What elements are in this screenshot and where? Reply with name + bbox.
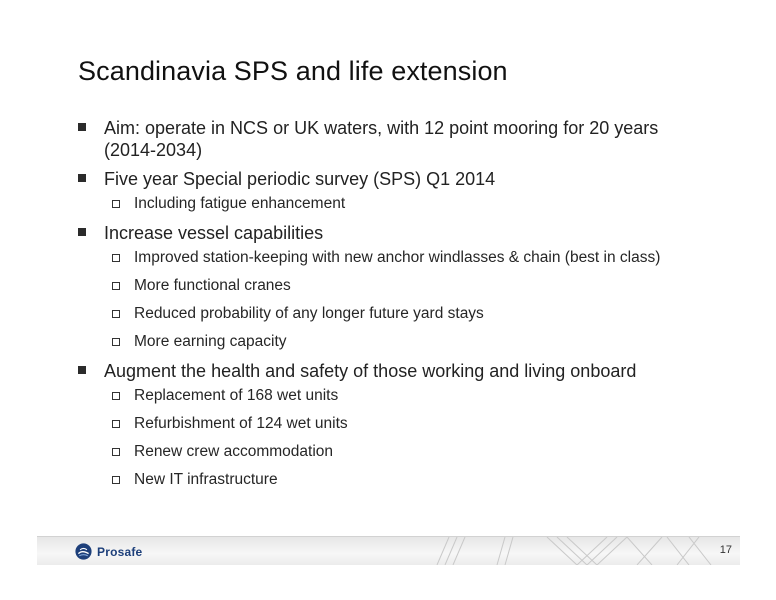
sub-bullet-list	[104, 194, 698, 214]
sub-bullet-item	[104, 470, 698, 490]
sub-bullet-item	[104, 442, 698, 462]
hollow-square-bullet-icon	[112, 420, 120, 428]
hollow-square-bullet-icon	[112, 392, 120, 400]
bullet-text: Aim: operate in NCS or UK waters, with 12 point mooring for 20 years (2014-2034)	[104, 118, 659, 160]
square-bullet-icon	[78, 366, 86, 374]
sub-bullet-item	[104, 276, 698, 296]
sub-bullet-list	[104, 386, 698, 490]
sub-bullet-text: Renew crew accommodation	[134, 443, 334, 460]
footer-line-pattern	[427, 537, 740, 565]
sub-bullet-text: Reduced probability of any longer future yard stays	[134, 305, 484, 322]
bullet-text: Augment the health and safety of those working and living onboard	[104, 361, 637, 381]
sub-bullet-item	[104, 386, 698, 406]
bullet-item	[78, 168, 698, 214]
sub-bullet-text: More earning capacity	[134, 333, 287, 350]
hollow-square-bullet-icon	[112, 448, 120, 456]
hollow-square-bullet-icon	[112, 254, 120, 262]
prosafe-logo-icon	[75, 543, 92, 560]
bullet-list	[78, 117, 698, 498]
bullet-item	[78, 117, 698, 161]
bullet-item	[78, 360, 698, 490]
bullet-item	[78, 222, 698, 352]
sub-bullet-text: Replacement of 168 wet units	[134, 387, 339, 404]
square-bullet-icon	[78, 228, 86, 236]
hollow-square-bullet-icon	[112, 200, 120, 208]
square-bullet-icon	[78, 174, 86, 182]
hollow-square-bullet-icon	[112, 310, 120, 318]
slide-title: Scandinavia SPS and life extension	[78, 56, 508, 86]
prosafe-logo	[75, 543, 142, 560]
square-bullet-icon	[78, 123, 86, 131]
page-number: 17	[719, 544, 732, 556]
sub-bullet-item	[104, 304, 698, 324]
sub-bullet-item	[104, 414, 698, 434]
sub-bullet-item	[104, 248, 698, 268]
sub-bullet-text: Including fatigue enhancement	[134, 195, 346, 212]
sub-bullet-text: New IT infrastructure	[134, 471, 278, 488]
slide-footer	[37, 536, 740, 565]
sub-bullet-item	[104, 194, 698, 214]
sub-bullet-list	[104, 248, 698, 352]
bullet-text: Increase vessel capabilities	[104, 223, 324, 243]
hollow-square-bullet-icon	[112, 282, 120, 290]
logo-text: Prosafe	[97, 544, 143, 559]
sub-bullet-text: Improved station-keeping with new anchor windlasses & chain (best in class)	[134, 249, 661, 266]
bullet-text: Five year Special periodic survey (SPS) Q1 2014	[104, 169, 496, 189]
sub-bullet-item	[104, 332, 698, 352]
sub-bullet-text: More functional cranes	[134, 277, 291, 294]
hollow-square-bullet-icon	[112, 476, 120, 484]
hollow-square-bullet-icon	[112, 338, 120, 346]
sub-bullet-text: Refurbishment of 124 wet units	[134, 415, 348, 432]
